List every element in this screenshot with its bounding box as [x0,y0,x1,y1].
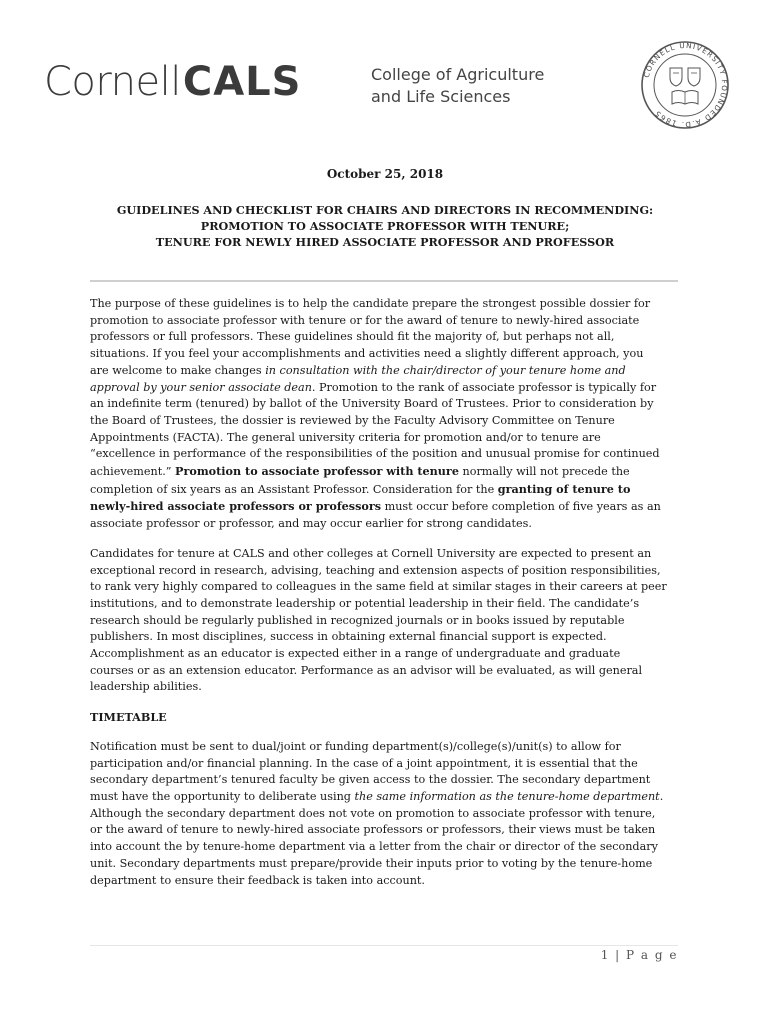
wordmark-cornell: Cornell [44,59,181,105]
candidates-paragraph [90,546,690,696]
text-run: must occur before completion of five years as an [381,500,661,514]
text-line: unit. Secondary departments must prepare/provide their inputs prior to voting by the tenure-home [90,856,653,870]
text-run: completion of six years as an Assistant Professor. Consideration for the [90,482,498,496]
document-body [90,296,690,889]
college-name [371,64,544,108]
title-divider [90,280,678,282]
college-name-line1: College of Agriculture [371,65,545,84]
text-line: Although the secondary department does not vote on promotion to associate professor with tenure, [90,806,656,820]
text-line: courses or as an extension educator. Performance as an advisor will be evaluated, as will general [90,663,643,677]
text-line: Appointments (FACTA). The general university criteria for promotion and/or to tenure are [90,430,601,444]
text-line: publishers. In most disciplines, success in obtaining external financial support is expected. [90,630,607,644]
wordmark-cals: CALS [182,59,302,105]
text-line: associate professor or professor, and may occur earlier for strong candidates. [90,517,532,531]
text-line: to rank very highly compared to colleagues in the same field at similar stages in their careers at peer [90,580,667,594]
text-line [90,363,690,380]
text-line: situations. If you feel your accomplishments and activities need a slightly different approach, you [90,347,644,361]
cornell-cals-logo [44,59,302,105]
text-line [90,463,690,481]
text-run: normally will not precede the [458,465,630,479]
text-line: into account the by tenure-home department via a letter from the chair or director of the secondary [90,840,658,854]
text-line: “excellence in performance of the responsibilities of the position and unusual promise for continued [90,447,660,461]
text-run: are welcome to make changes [90,363,266,377]
italic-run: the same information as the tenure-home department [354,789,660,803]
title-line: TENURE FOR NEWLY HIRED ASSOCIATE PROFESSOR AND PROFESSOR [155,235,615,249]
text-line: exceptional record in research, advising, teaching and extension aspects of position responsibilities, [90,563,661,577]
text-line: professors or full professors. These guidelines should fit the majority of, but perhaps not all, [90,330,615,344]
bold-run: Promotion to associate professor with tenure [175,464,459,479]
text-line [90,789,690,806]
document-title [0,202,770,250]
text-run: achievement.” [90,465,176,479]
text-line: the Board of Trustees, the dossier is reviewed by the Faculty Advisory Committee on Tenure [90,413,615,427]
letterhead [0,0,770,140]
timetable-heading: TIMETABLE [90,710,167,725]
text-line [90,481,690,499]
text-run: . [659,789,664,803]
title-line: GUIDELINES AND CHECKLIST FOR CHAIRS AND DIRECTORS IN RECOMMENDING: [116,203,654,217]
purpose-paragraph [90,296,690,533]
title-line: PROMOTION TO ASSOCIATE PROFESSOR WITH TENURE; [200,219,570,233]
bold-run: granting of tenure to [497,481,631,496]
text-line: secondary department’s tenured faculty be given access to the dossier. The secondary department [90,773,651,787]
text-line [90,498,690,516]
cornell-seal-icon [640,40,730,130]
italic-run: in consultation with the chair/director of your tenure home and [265,363,626,377]
text-line: department to ensure their feedback is taken into account. [90,873,425,887]
footer-divider [90,945,678,946]
text-line: research should be regularly published in recognized journals or in books issued by reputable [90,613,625,627]
text-line: participation and/or financial planning. In the case of a joint appointment, it is essential that the [90,756,638,770]
text-line: Accomplishment as an educator is expected either in a range of undergraduate and graduate [90,647,621,661]
page-footer [601,948,678,962]
page-number: 1 [600,948,610,962]
text-line: Candidates for tenure at CALS and other colleges at Cornell University are expected to present an [90,546,652,560]
notification-paragraph [90,739,690,889]
text-line: or the award of tenure to newly-hired associate professors or professors, their views must be taken [90,823,656,837]
college-name-line2: and Life Sciences [371,87,511,106]
page-label: P a g e [626,948,678,962]
text-line: promotion to associate professor with tenure or for the award of tenure to newly-hired associate [90,313,640,327]
text-line: an indefinite term (tenured) by ballot of the University Board of Trustees. Prior to consideration by [90,397,654,411]
text-line: leadership abilities. [90,680,202,694]
text-line: The purpose of these guidelines is to help the candidate prepare the strongest possible dossier for [90,297,651,310]
text-line: institutions, and to demonstrate leadership or potential leadership in their field. The candidate’s [90,596,640,610]
text-run: must have the opportunity to deliberate using [90,789,355,803]
text-line [90,380,690,397]
bold-run: newly-hired associate professors or professors [90,499,382,514]
seal-text: CORNELL UNIVERSITY FOUNDED A.D. 1865 [641,40,730,130]
document-date: October 25, 2018 [326,167,444,181]
page-separator: | [609,948,627,962]
text-run: . Promotion to the rank of associate professor is typically for [311,380,657,394]
italic-run: approval by your senior associate dean [90,380,312,394]
text-line: Notification must be sent to dual/joint or funding department(s)/college(s)/unit(s) to allow for [90,739,621,753]
